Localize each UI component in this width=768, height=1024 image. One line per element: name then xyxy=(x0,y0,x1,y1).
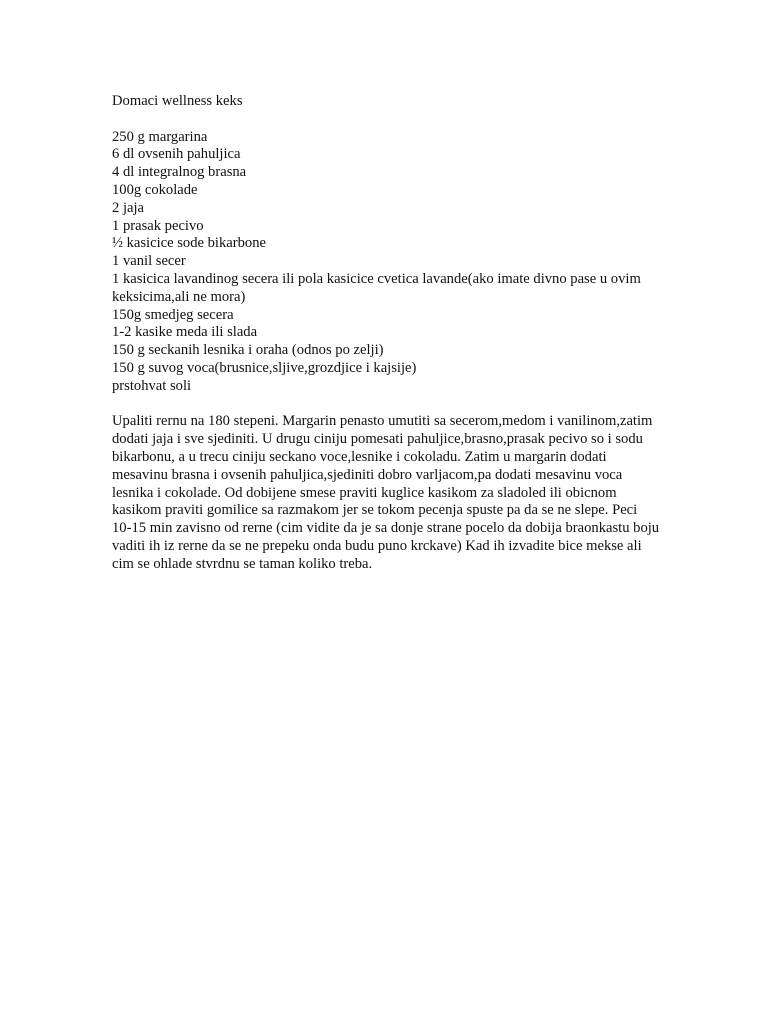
recipe-instructions: Upaliti rernu na 180 stepeni. Margarin penasto umutiti sa secerom,medom i vanilinom,zatim dodati jaja i sve sjediniti. U drugu ciniju pomesati pahuljice,brasno,prasak pecivo so i sodu bikarbonu, a u trecu ciniju seckano voce,lesnike i cokoladu. Zatim u margarin dodati mesavinu brasna i ovsenih pahuljica,sjediniti dobro varljacom,pa dodati mesavinu voca lesnika i cokolade. Od dobijene smese praviti kuglice kasikom za sladoled ili obicnom kasikom praviti gomilice sa razmakom jer se tokom pecenja spuste pa da se ne slepe. Peci 10-15 min zavisno od rerne (cim vidite da je sa donje strane pocelo da dobija braonkastu boju vaditi ih iz rerne da se ne prepeku onda budu puno krckave) Kad ih izvadite bice mekse ali cim se ohlade stvrdnu se taman koliko treba. xyxy=(112,413,660,572)
ingredient-item: 4 dl integralnog brasna xyxy=(112,164,247,181)
ingredient-item: 2 jaja xyxy=(112,199,145,216)
ingredient-item: 250 g margarina xyxy=(112,128,208,145)
ingredient-item: 150g smedjeg secera xyxy=(112,306,234,323)
ingredient-item: 1 kasicica lavandinog secera ili pola kasicice cvetica lavande(ako imate divno pase u ovim keksicima,ali ne mora) xyxy=(112,270,641,305)
ingredient-item: 150 g seckanih lesnika i oraha (odnos po zelji) xyxy=(112,342,384,359)
recipe-content xyxy=(112,93,660,574)
ingredient-item: prstohvat soli xyxy=(112,377,192,394)
ingredient-item: 1 prasak pecivo xyxy=(112,217,204,234)
ingredient-item: ½ kasicice sode bikarbone xyxy=(112,235,266,252)
ingredients-list xyxy=(112,129,660,396)
ingredient-item: 6 dl ovsenih pahuljica xyxy=(112,146,241,163)
ingredient-item: 100g cokolade xyxy=(112,181,198,198)
ingredient-item: 1 vanil secer xyxy=(112,253,186,270)
recipe-title: Domaci wellness keks xyxy=(112,93,243,109)
ingredient-item: 150 g suvog voca(brusnice,sljive,grozdjice i kajsije) xyxy=(112,359,417,376)
ingredient-item: 1-2 kasike meda ili slada xyxy=(112,324,258,341)
